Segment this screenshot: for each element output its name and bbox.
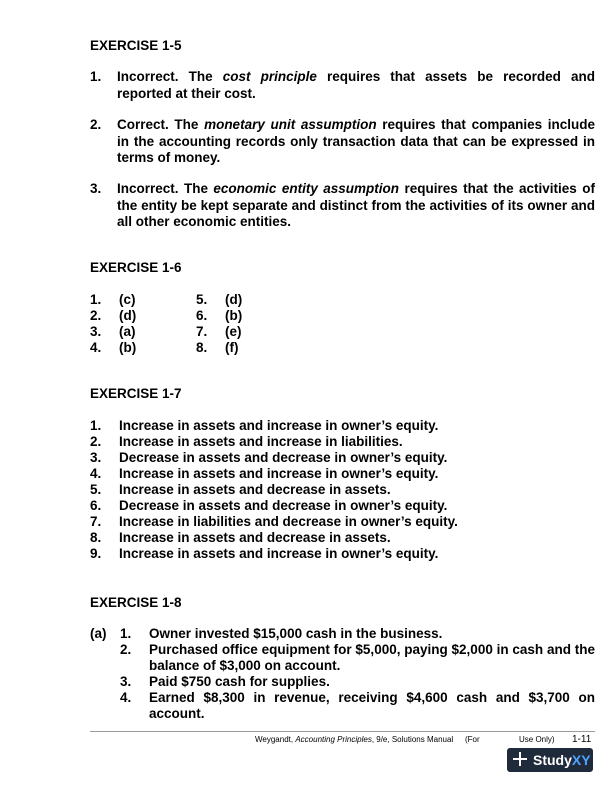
footer-divider	[90, 731, 595, 732]
item-text: Correct. The monetary unit assumption requires that companies include in the accounting records only transaction data that can be expressed in terms of money.	[117, 117, 595, 165]
page-number: 1-11	[572, 734, 592, 745]
item-number: 1.	[90, 69, 102, 84]
exercise-1-8-heading: EXERCISE 1-8	[90, 595, 182, 610]
list-item: 2. Purchased office equipment for $5,000, paying $2,000 in cash and the balance of $3,000 on account.	[120, 642, 595, 673]
footer-for: (For	[465, 735, 480, 744]
footer-citation: Weygandt, Accounting Principles, 9/e, Solutions Manual	[255, 735, 454, 744]
footer-use-only: Use Only)	[519, 735, 555, 744]
ex15-item-3	[90, 181, 595, 231]
part-label: (a)	[90, 626, 107, 641]
studyxy-badge[interactable]	[507, 748, 593, 772]
ex15-item-1	[90, 69, 595, 102]
plus-icon	[512, 751, 528, 767]
exercise-1-5-heading: EXERCISE 1-5	[90, 38, 182, 53]
document-page: EXERCISE 1-5 1. Incorrect. The cost principle requires that assets be recorded and reported at their cost. 2. Correct. The monetary unit assumption requires that companies include in the accounting records only transaction data that can be expressed in terms of money. 3. Incorrect. The economic entity assumption requires that the activities of the entity be kept separate and distinct from the activities of its owner and all other economic entities. EXERCISE 1-6 1. (c) 5. (d) 2. (d) 6. (b) 3. (a) 7. (e) 4. (b) 8. (f) EXERCISE 1-7 1. Increase in assets and increase in owner’s equity. 2. Increase in assets and increase in liabilities. 3. Decrease in assets and decrease in owner’s equity. 4. Increase in assets and increase in owner’s equity. 5. Increase in assets and decrease in assets. 6. Decrease in assets and decrease in owner’s equity. 7. Increase in liabilities and decrease in owner’s equity. 8. Increase in assets and decrease in assets. 9. Increase in assets and increase in owner’s equity. EXERCISE 1-8 (a) 1. Owner invested $15,000 cash in the business. 2. Purchased office equipment for $5,000, paying $2,000 in cash and the balance of $3,000 on account. 3. Paid $750 cash for supplies. 4. Earned $8,300 in revenue, receiving $4,600 cash and $3,700 on account. Weygandt, Accounting Principles, 9/e, Solutions Manual (For Use Only) 1-11 StudyXY	[0, 0, 612, 792]
exercise-1-7-heading: EXERCISE 1-7	[90, 386, 182, 401]
ex15-item-2	[90, 117, 595, 167]
studyxy-logo-text: StudyXY	[533, 752, 591, 768]
ex18-list	[90, 626, 595, 722]
item-text: Incorrect. The economic entity assumption requires that the activities of the entity be kept separate and distinct from the activities of its owner and all other economic entities.	[117, 181, 595, 229]
item-text: Incorrect. The cost principle requires that assets be recorded and reported at their cost.	[117, 69, 595, 101]
item-number: 3.	[90, 181, 102, 196]
list-item: 4. Earned $8,300 in revenue, receiving $4,600 cash and $3,700 on account.	[120, 690, 595, 721]
exercise-1-6-heading: EXERCISE 1-6	[90, 260, 182, 275]
list-item: 3. Paid $750 cash for supplies.	[120, 674, 330, 689]
item-number: 2.	[90, 117, 102, 132]
list-item: (a) 1. Owner invested $15,000 cash in the business.	[90, 626, 443, 641]
